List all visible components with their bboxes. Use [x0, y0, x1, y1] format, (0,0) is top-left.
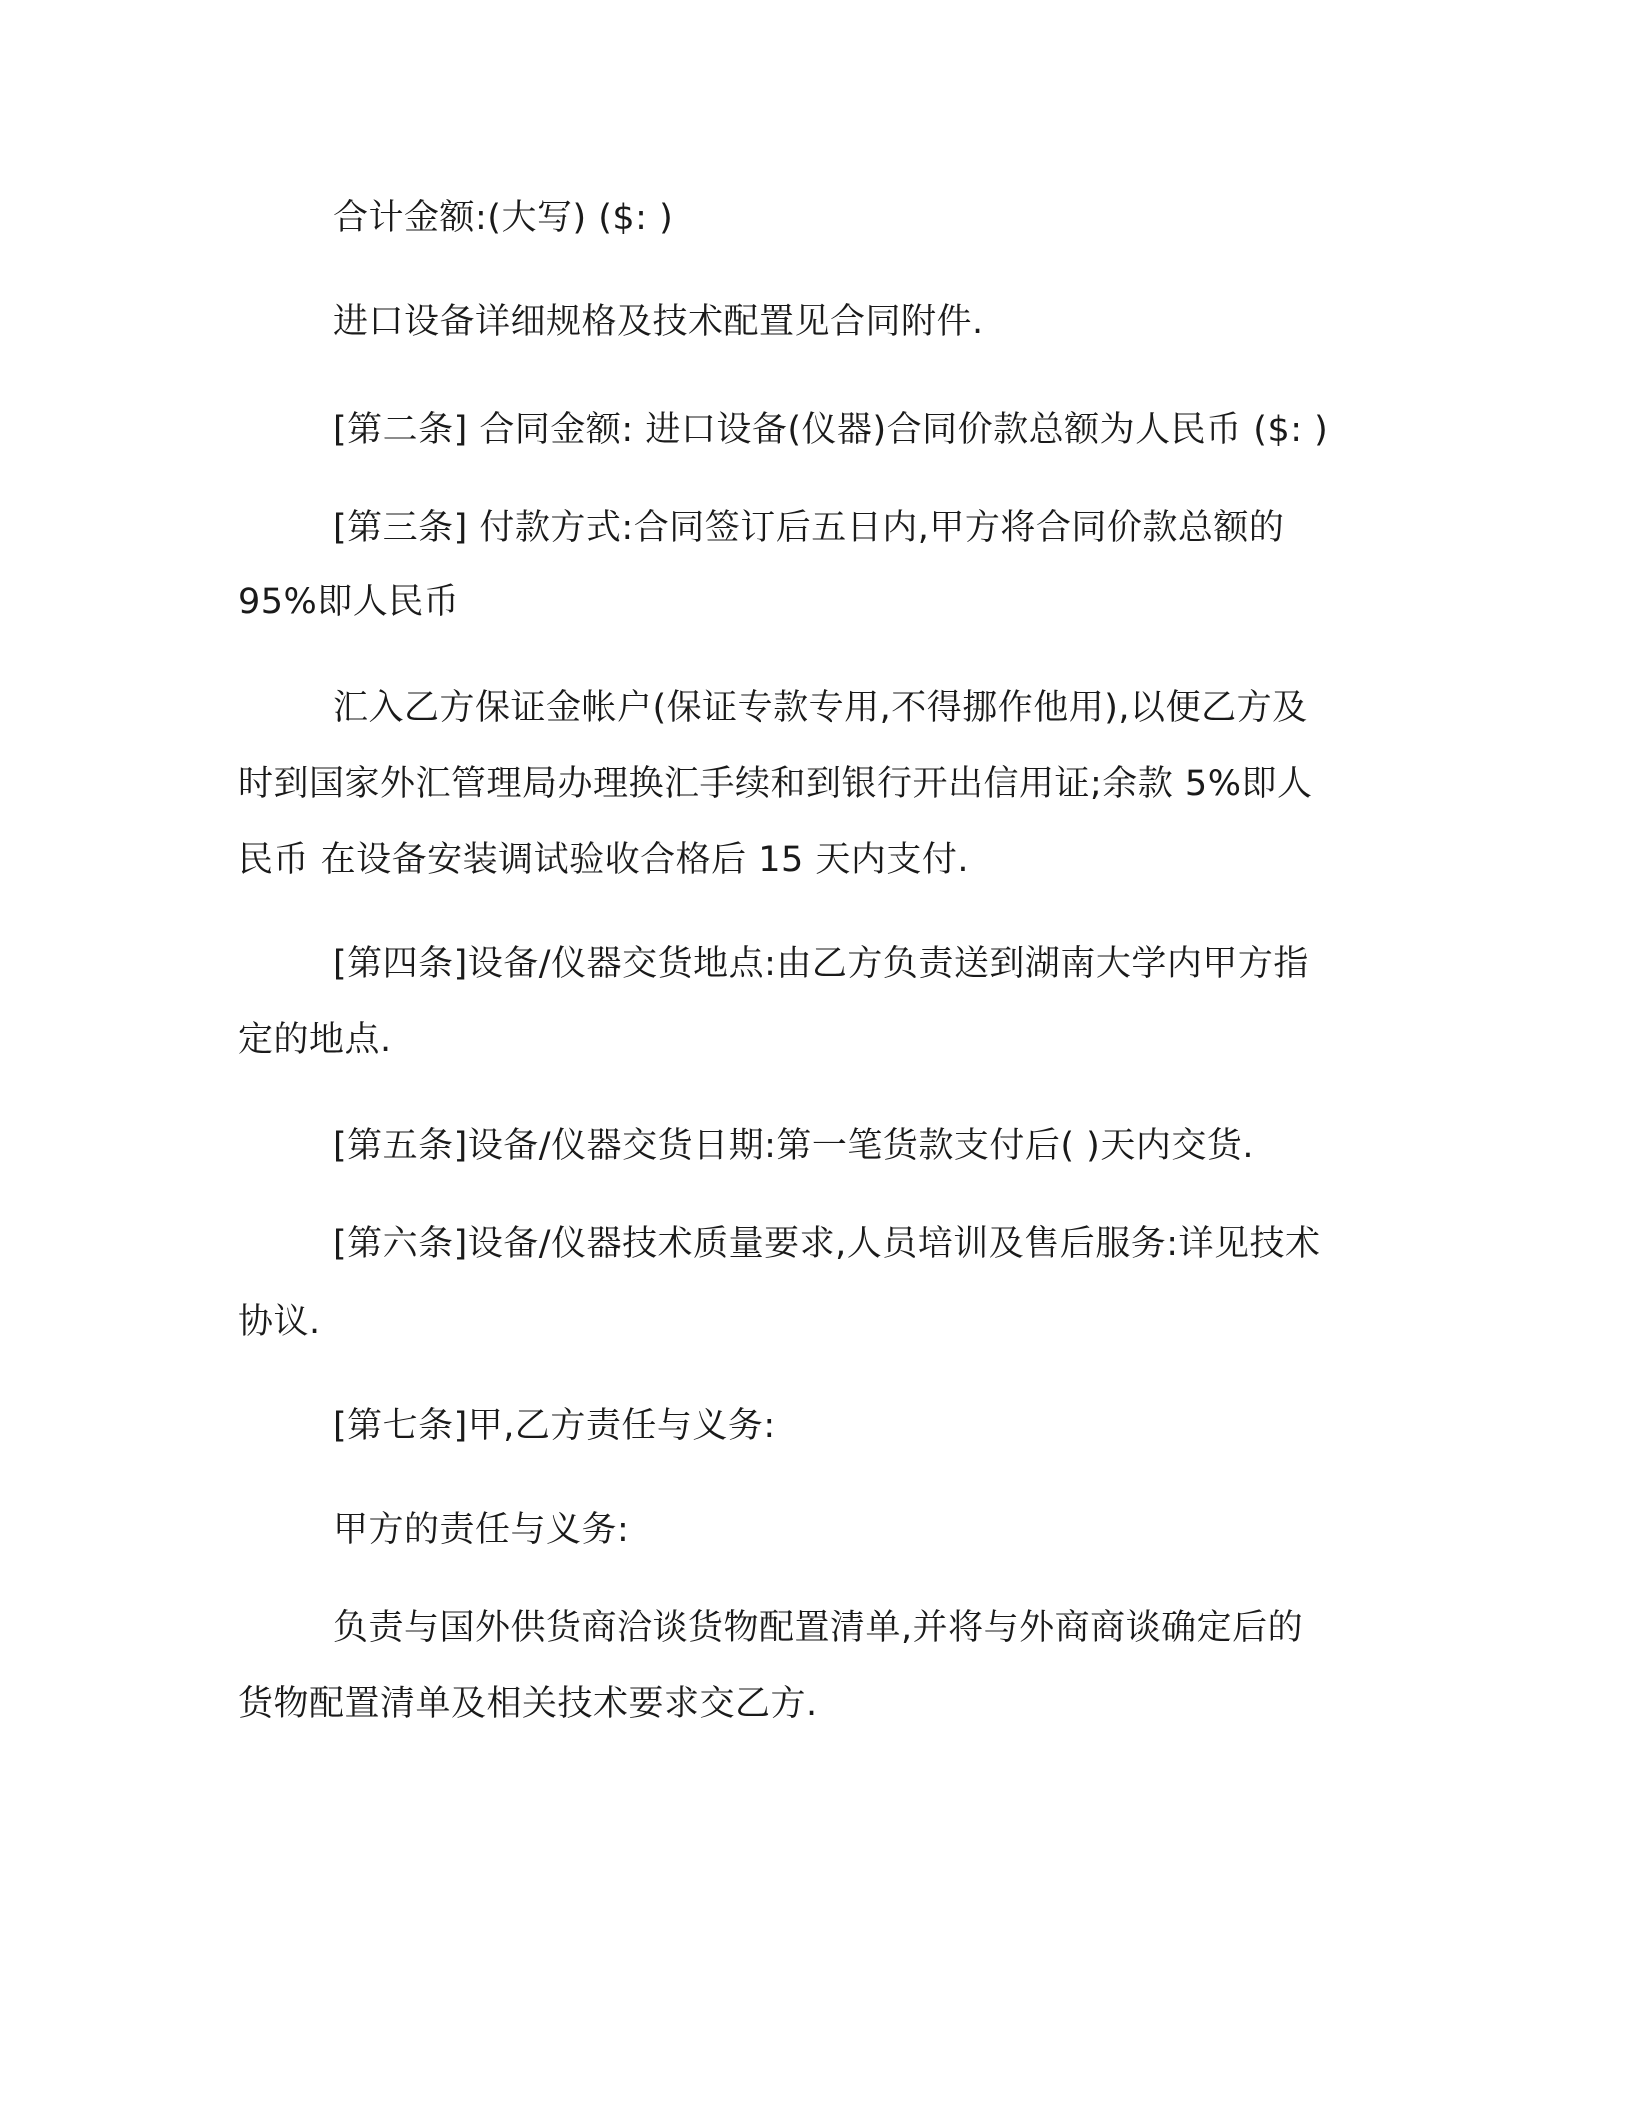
- total-amount-line: 合计金额:(大写) ($: ): [333, 198, 674, 238]
- article-4-line-2: 定的地点.: [238, 1020, 392, 1060]
- equipment-spec-line: 进口设备详细规格及技术配置见合同附件.: [333, 302, 984, 342]
- article-3-line-2: 95%即人民币: [238, 582, 460, 622]
- article-5-line: [第五条]设备/仪器交货日期:第一笔货款支付后( )天内交货.: [333, 1126, 1254, 1166]
- article-6-line-2: 协议.: [238, 1302, 321, 1342]
- party-a-duties-heading: 甲方的责任与义务:: [333, 1510, 630, 1550]
- party-a-duty-line-2: 货物配置清单及相关技术要求交乙方.: [238, 1684, 818, 1724]
- article-3-line-1: [第三条] 付款方式:合同签订后五日内,甲方将合同价款总额的: [333, 508, 1285, 548]
- article-2-line: [第二条] 合同金额: 进口设备(仪器)合同价款总额为人民币 ($: ): [333, 410, 1329, 450]
- payment-paragraph-line-1: 汇入乙方保证金帐户(保证专款专用,不得挪作他用),以便乙方及: [333, 688, 1308, 728]
- party-a-duty-line-1: 负责与国外供货商洽谈货物配置清单,并将与外商商谈确定后的: [333, 1608, 1304, 1648]
- article-7-line: [第七条]甲,乙方责任与义务:: [333, 1406, 776, 1446]
- payment-paragraph-line-2: 时到国家外汇管理局办理换汇手续和到银行开出信用证;余款 5%即人: [238, 764, 1313, 804]
- article-6-line-1: [第六条]设备/仪器技术质量要求,人员培训及售后服务:详见技术: [333, 1224, 1321, 1264]
- article-4-line-1: [第四条]设备/仪器交货地点:由乙方负责送到湖南大学内甲方指: [333, 944, 1309, 984]
- payment-paragraph-line-3: 民币 在设备安装调试验收合格后 15 天内支付.: [238, 840, 970, 880]
